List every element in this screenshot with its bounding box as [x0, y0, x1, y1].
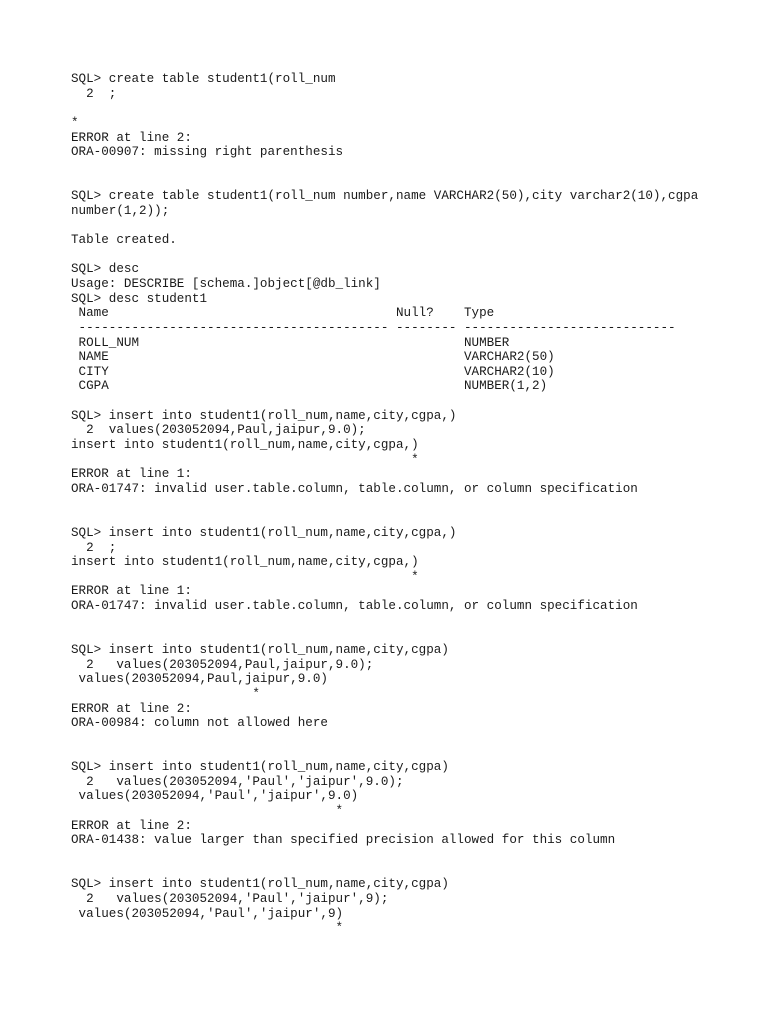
transcript-line	[71, 248, 731, 263]
transcript-line: ERROR at line 2:	[71, 701, 192, 716]
transcript-line	[71, 848, 731, 863]
transcript-line	[71, 628, 731, 643]
transcript-line: 2 values(203052094,Paul,jaipur,9.0);	[71, 423, 366, 438]
transcript-line: SQL> insert into student1(roll_num,name,city,cgpa)	[71, 642, 449, 657]
transcript-line	[71, 101, 731, 116]
transcript-line: SQL> insert into student1(roll_num,name,city,cgpa,)	[71, 525, 457, 540]
transcript-line: SQL> desc student1	[71, 291, 208, 306]
transcript-line	[71, 160, 731, 175]
transcript-line: 2 values(203052094,Paul,jaipur,9.0);	[71, 657, 374, 672]
transcript-line: insert into student1(roll_num,name,city,cgpa,)	[71, 438, 419, 453]
transcript-line: *	[71, 686, 260, 701]
transcript-line: ERROR at line 2:	[71, 818, 192, 833]
transcript-line: *	[71, 115, 79, 130]
transcript-line: SQL> insert into student1(roll_num,name,city,cgpa)	[71, 877, 449, 892]
transcript-line	[71, 863, 731, 878]
transcript-line	[71, 497, 731, 512]
transcript-line: ROLL_NUM NUMBER	[71, 335, 510, 350]
transcript-line: *	[71, 452, 419, 467]
transcript-line	[71, 511, 731, 526]
transcript-line: ERROR at line 2:	[71, 130, 192, 145]
transcript-line: 2 values(203052094,'Paul','jaipur',9.0);	[71, 774, 404, 789]
transcript-line: 2 ;	[71, 540, 117, 555]
transcript-line: CITY VARCHAR2(10)	[71, 364, 555, 379]
transcript-line: SQL> create table student1(roll_num number,name VARCHAR2(50),city varchar2(10),cgpa	[71, 189, 699, 204]
transcript-line: number(1,2));	[71, 203, 170, 218]
transcript-line: ERROR at line 1:	[71, 467, 192, 482]
transcript-line: 2 ;	[71, 86, 117, 101]
transcript-line: values(203052094,'Paul','jaipur',9.0)	[71, 789, 359, 804]
transcript-line: ----------------------------------------- -------- ----------------------------	[71, 320, 676, 335]
transcript-line: *	[71, 804, 344, 819]
transcript-line	[71, 731, 731, 746]
transcript-line	[71, 394, 731, 409]
sql-session-transcript	[71, 72, 731, 936]
transcript-line: NAME VARCHAR2(50)	[71, 350, 555, 365]
transcript-line: SQL> create table student1(roll_num	[71, 72, 336, 86]
transcript-line: CGPA NUMBER(1,2)	[71, 379, 548, 394]
transcript-line: Usage: DESCRIBE [schema.]object[@db_link]	[71, 276, 381, 291]
transcript-line: insert into student1(roll_num,name,city,cgpa,)	[71, 555, 419, 570]
transcript-line: *	[71, 569, 419, 584]
transcript-line: 2 values(203052094,'Paul','jaipur',9);	[71, 891, 389, 906]
transcript-line: ORA-01747: invalid user.table.column, table.column, or column specification	[71, 481, 638, 496]
transcript-line: ERROR at line 1:	[71, 584, 192, 599]
transcript-line: values(203052094,Paul,jaipur,9.0)	[71, 672, 328, 687]
transcript-line: ORA-01438: value larger than specified precision allowed for this column	[71, 833, 616, 848]
transcript-line: SQL> desc	[71, 262, 140, 277]
transcript-line: values(203052094,'Paul','jaipur',9)	[71, 906, 344, 921]
transcript-line: *	[71, 921, 344, 936]
transcript-line: SQL> insert into student1(roll_num,name,city,cgpa,)	[71, 408, 457, 423]
transcript-line	[71, 174, 731, 189]
transcript-line: SQL> insert into student1(roll_num,name,city,cgpa)	[71, 760, 449, 775]
transcript-line: ORA-00907: missing right parenthesis	[71, 145, 344, 160]
transcript-line	[71, 614, 731, 629]
transcript-line	[71, 218, 731, 233]
transcript-line: Name Null? Type	[71, 306, 495, 321]
transcript-line: ORA-00984: column not allowed here	[71, 716, 328, 731]
transcript-line	[71, 745, 731, 760]
transcript-line: ORA-01747: invalid user.table.column, table.column, or column specification	[71, 599, 638, 614]
transcript-line: Table created.	[71, 233, 177, 248]
